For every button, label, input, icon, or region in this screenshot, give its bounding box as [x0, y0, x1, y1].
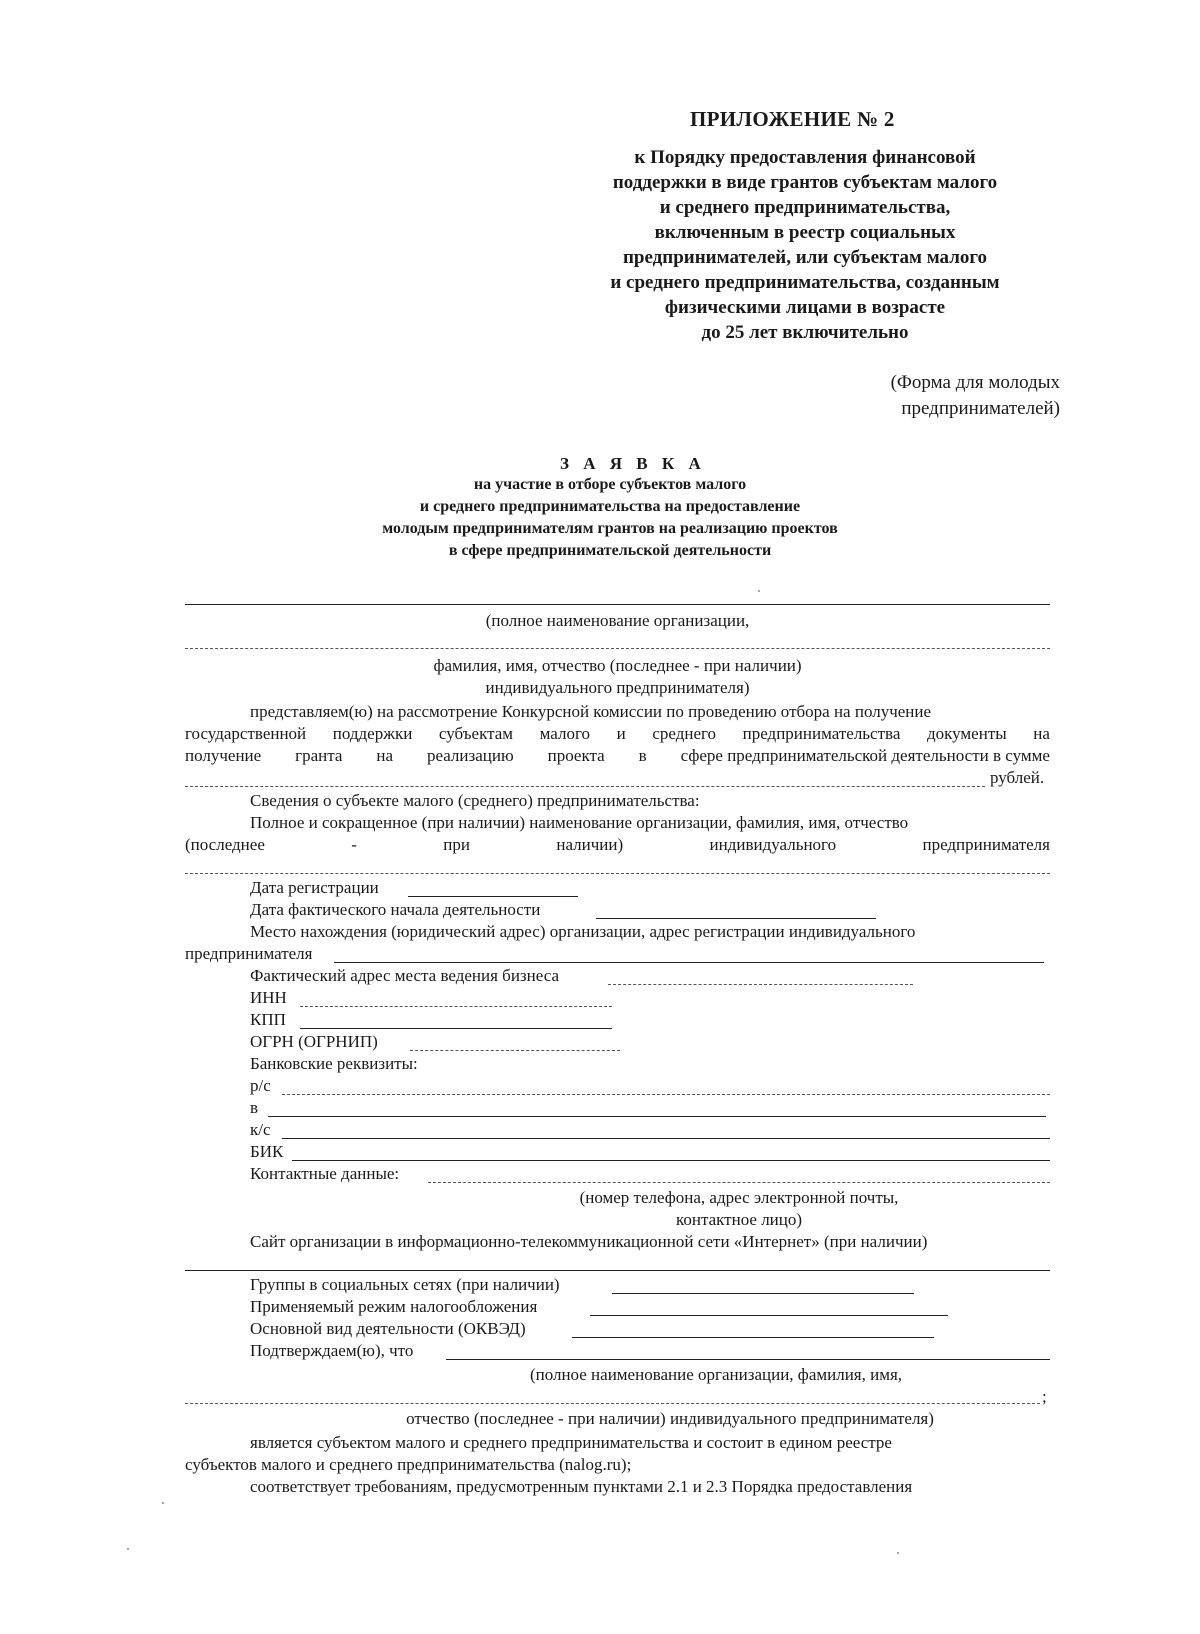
word: предпринимательства	[742, 724, 901, 743]
word: поддержки	[332, 724, 413, 743]
location-line-1: Место нахождения (юридический адрес) организации, адрес регистрации индивидуального	[250, 922, 916, 941]
application-subtitle	[300, 474, 920, 562]
bank-name-fill-line[interactable]	[268, 1116, 1046, 1117]
fio-caption: фамилия, имя, отчество (последнее - при наличии)	[433, 656, 802, 675]
word: (последнее	[185, 835, 265, 854]
kpp-label: КПП	[250, 1010, 286, 1029]
word: сфере предпринимательской деятельности в сумме	[680, 746, 1050, 765]
fullname-line-2	[185, 834, 1050, 856]
sme-line-2: субъектов малого и среднего предпринимательства (nalog.ru);	[185, 1455, 632, 1474]
confirm-fill-line[interactable]	[446, 1359, 1050, 1360]
kpp-fill-line[interactable]	[300, 1028, 612, 1029]
word: среднего	[652, 724, 717, 743]
info-heading: Сведения о субъекте малого (среднего) предпринимательства:	[250, 791, 700, 810]
form-note-line: предпринимателей)	[901, 398, 1060, 419]
confirm-caption-2: отчество (последнее - при наличии) индивидуального предпринимателя)	[406, 1409, 934, 1428]
word: в	[638, 746, 647, 765]
word: получение	[185, 746, 262, 765]
word: на	[376, 746, 394, 765]
scan-speck	[758, 590, 760, 592]
application-subtitle-line: и среднего предпринимательства на предоставление	[419, 498, 801, 515]
sme-line-1: является субъектом малого и среднего предпринимательства и состоит в едином реестре	[250, 1433, 892, 1452]
confirm-caption-1: (полное наименование организации, фамилия, имя,	[529, 1365, 903, 1384]
appendix-ref-line: и среднего предпринимательства, созданным	[610, 272, 1000, 293]
confirm-fill-line-2[interactable]	[185, 1403, 1040, 1404]
appendix-ref-line: к Порядку предоставления финансовой	[634, 147, 976, 168]
word: индивидуального	[709, 835, 837, 854]
ogrn-label: ОГРН (ОГРНИП)	[250, 1032, 378, 1051]
location-fill-line[interactable]	[334, 962, 1044, 963]
rubles-label: рублей.	[990, 768, 1045, 787]
reg-date-fill-line[interactable]	[408, 896, 578, 897]
application-subtitle-line: в сфере предпринимательской деятельности	[448, 542, 772, 559]
word: документы	[926, 724, 1007, 743]
fullname-line-1: Полное и сокращенное (при наличии) наименование организации, фамилия, имя, отчество	[250, 813, 909, 832]
bank-name-label: в	[250, 1098, 259, 1117]
appendix-ref-line: и среднего предпринимательства,	[659, 197, 951, 218]
tax-regime-label: Применяемый режим налогообложения	[250, 1297, 538, 1316]
present-paragraph-line-3	[185, 745, 1050, 767]
requirements-line-1: соответствует требованиям, предусмотренным пунктами 2.1 и 2.3 Порядка предоставления	[250, 1477, 913, 1496]
inn-fill-line[interactable]	[300, 1006, 612, 1007]
ip-caption: индивидуального предпринимателя)	[485, 678, 750, 697]
okved-fill-line[interactable]	[572, 1337, 934, 1338]
location-line-2: предпринимателя	[185, 944, 313, 963]
bik-fill-line[interactable]	[292, 1160, 1050, 1161]
word: проекта	[547, 746, 605, 765]
start-date-label: Дата фактического начала деятельности	[250, 900, 541, 919]
application-subtitle-line: на участие в отборе субъектов малого	[473, 476, 747, 493]
word: предпринимателя	[922, 835, 1050, 854]
org-name-fill-line[interactable]	[185, 604, 1050, 605]
semicolon: ;	[1042, 1387, 1047, 1406]
tax-regime-fill-line[interactable]	[590, 1315, 948, 1316]
appendix-ref-line: включенным в реестр социальных	[654, 222, 956, 243]
ks-fill-line[interactable]	[282, 1138, 1050, 1139]
word: и	[616, 724, 626, 743]
word: реализацию	[426, 746, 514, 765]
actual-address-fill-line[interactable]	[608, 984, 913, 985]
contacts-fill-line[interactable]	[428, 1182, 1050, 1183]
rs-fill-line[interactable]	[282, 1094, 1050, 1095]
ogrn-fill-line[interactable]	[410, 1050, 620, 1051]
inn-label: ИНН	[250, 988, 287, 1007]
ks-label: к/с	[250, 1120, 271, 1139]
scan-speck	[897, 1552, 899, 1554]
org-name-caption: (полное наименование организации,	[485, 611, 750, 630]
fullname-fill-line[interactable]	[185, 873, 1050, 874]
present-paragraph-line-1: представляем(ю) на рассмотрение Конкурсной комиссии по проведению отбора на получение	[250, 702, 932, 721]
scan-speck	[162, 1502, 164, 1504]
application-title: З А Я В К А	[560, 454, 706, 473]
present-paragraph-line-2	[185, 723, 1050, 745]
appendix-ref-line: физическими лицами в возрасте	[664, 297, 946, 318]
contacts-label: Контактные данные:	[250, 1164, 400, 1183]
bank-details-label: Банковские реквизиты:	[250, 1054, 418, 1073]
appendix-ref-line: предпринимателей, или субъектам малого	[622, 247, 988, 268]
social-label: Группы в социальных сетях (при наличии)	[250, 1275, 560, 1294]
confirm-label: Подтверждаем(ю), что	[250, 1341, 414, 1360]
contacts-caption-1: (номер телефона, адрес электронной почты,	[579, 1188, 899, 1207]
word: при	[443, 835, 470, 854]
contacts-caption-2: контактное лицо)	[675, 1210, 803, 1229]
website-label: Сайт организации в информационно-телекоммуникационной сети «Интернет» (при наличии)	[250, 1232, 928, 1251]
scan-speck	[127, 1548, 129, 1550]
form-note-line: (Форма для молодых	[890, 372, 1060, 393]
word: субъектам	[438, 724, 514, 743]
form-note	[820, 370, 1060, 422]
word: государственной	[185, 724, 307, 743]
okved-label: Основной вид деятельности (ОКВЭД)	[250, 1319, 526, 1338]
social-fill-line[interactable]	[612, 1293, 914, 1294]
reg-date-label: Дата регистрации	[250, 878, 379, 897]
appendix-ref-line: до 25 лет включительно	[701, 322, 909, 343]
application-subtitle-line: молодым предпринимателям грантов на реализацию проектов	[382, 520, 838, 537]
amount-fill-line[interactable]	[185, 786, 985, 787]
appendix-title: ПРИЛОЖЕНИЕ № 2	[690, 107, 895, 131]
bik-label: БИК	[250, 1142, 284, 1161]
website-fill-line[interactable]	[185, 1270, 1050, 1271]
word: наличии)	[556, 835, 624, 854]
rs-label: р/с	[250, 1076, 271, 1095]
appendix-reference	[560, 145, 1050, 345]
org-name-fill-line-2[interactable]	[185, 648, 1050, 649]
word: малого	[539, 724, 591, 743]
start-date-fill-line[interactable]	[596, 918, 876, 919]
word: гранта	[295, 746, 343, 765]
word: на	[1033, 724, 1050, 743]
appendix-ref-line: поддержки в виде грантов субъектам малого	[612, 172, 998, 193]
word: -	[351, 835, 357, 854]
actual-address-label: Фактический адрес места ведения бизнеса	[250, 966, 560, 985]
